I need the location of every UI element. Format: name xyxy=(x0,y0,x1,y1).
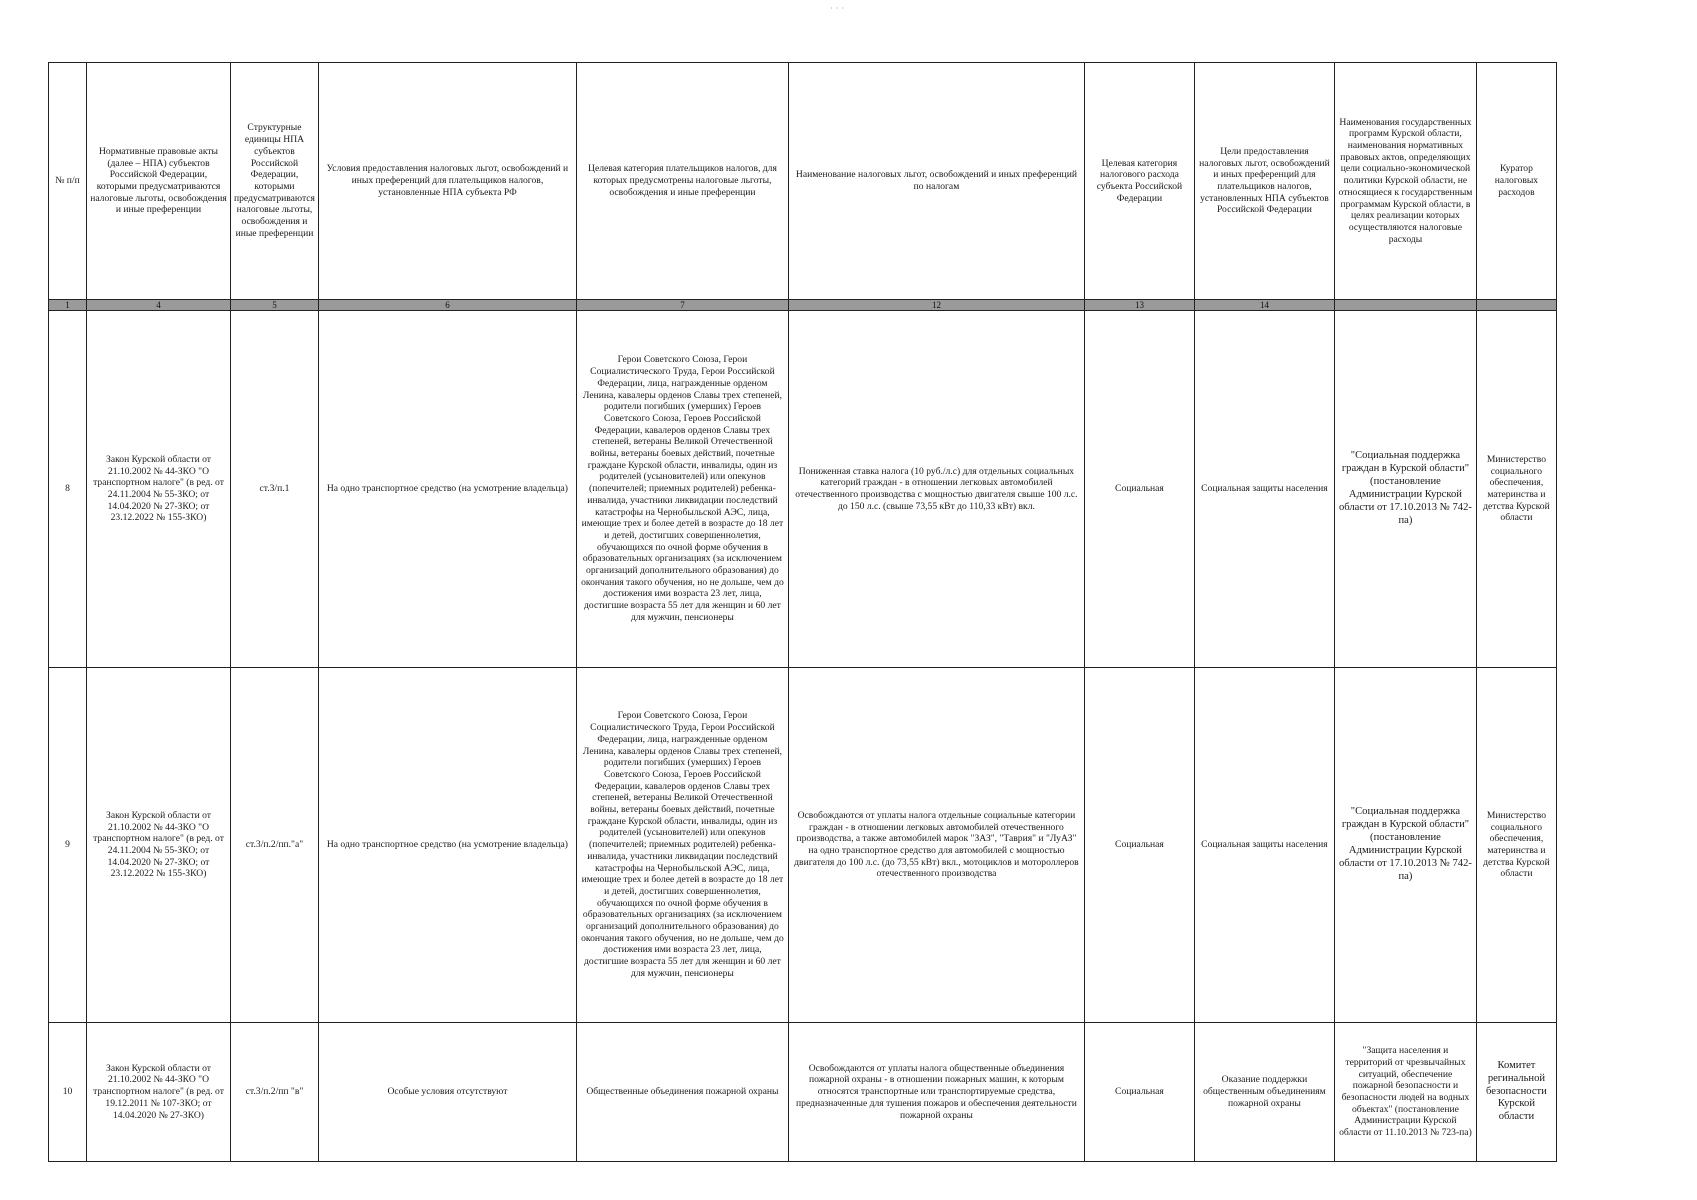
table-row xyxy=(49,668,1557,1023)
row-goals: Социальная защиты населения xyxy=(1194,311,1334,668)
row-benefit: Освобождаются от уплаты налога отдельные социальные категории граждан - в отношении легковых автомобилей отечественного производства, а также автомобилей марок "ЗАЗ", "Таврия" и "ЛуАЗ" на одно транспортное средство для автомобилей с мощностью двигателя до 100 л.с. (до 73,55 кВт) вкл., мотоциклов и мотороллеров отечественного производства xyxy=(788,668,1084,1023)
row-unit: ст.3/п.1 xyxy=(231,311,319,668)
column-number: 5 xyxy=(231,300,319,311)
header-category: Целевая категория плательщиков налогов, для которых предусмотрены налоговые льготы, освобождения и иные преференции xyxy=(576,63,788,300)
tax-expenditure-table xyxy=(48,62,1557,1162)
column-number: 4 xyxy=(87,300,231,311)
column-number xyxy=(1476,300,1556,311)
header-goals: Цели предоставления налоговых льгот, освобождений и иных преференций для плательщиков налогов, установленных НПА субъектов Российской Федерации xyxy=(1194,63,1334,300)
row-curator: Министерство социального обеспечения, материнства и детства Курской области xyxy=(1476,668,1556,1023)
column-number: 12 xyxy=(788,300,1084,311)
row-act: Закон Курской области от 21.10.2002 № 44-ЗКО "О транспортном налоге" (в ред. от 24.11.2004 № 55-ЗКО; от 14.04.2020 № 27-ЗКО; от 23.12.2022 № 155-ЗКО) xyxy=(87,668,231,1023)
row-goals: Оказание поддержки общественным объединениям пожарной охраны xyxy=(1194,1023,1334,1162)
column-number: 13 xyxy=(1084,300,1194,311)
row-expense-category: Социальная xyxy=(1084,668,1194,1023)
row-curator: Министерство социального обеспечения, материнства и детства Курской области xyxy=(1476,311,1556,668)
row-unit: ст.3/п.2/пп."а" xyxy=(231,668,319,1023)
header-act: Нормативные правовые акты (далее – НПА) субъектов Российской Федерации, которыми предусматриваются налоговые льготы, освобождения и иные преференции xyxy=(87,63,231,300)
row-goals: Социальная защиты населения xyxy=(1194,668,1334,1023)
row-act: Закон Курской области от 21.10.2002 № 44-ЗКО "О транспортном налоге" (в ред. от 19.12.2011 № 107-ЗКО; от 14.04.2020 № 27-ЗКО) xyxy=(87,1023,231,1162)
row-program: "Социальная поддержка граждан в Курской области" (постановление Администрации Курской области от 17.10.2013 № 742-па) xyxy=(1334,311,1476,668)
row-number: 8 xyxy=(49,311,87,668)
column-number: 1 xyxy=(49,300,87,311)
header-curator: Куратор налоговых расходов xyxy=(1476,63,1556,300)
row-expense-category: Социальная xyxy=(1084,311,1194,668)
tax-expenditure-table-sheet xyxy=(48,62,1557,1162)
row-number: 9 xyxy=(49,668,87,1023)
row-unit: ст.3/п.2/пп "в" xyxy=(231,1023,319,1162)
row-program: "Социальная поддержка граждан в Курской области" (постановление Администрации Курской области от 17.10.2013 № 742-па) xyxy=(1334,668,1476,1023)
row-category: Герои Советского Союза, Герои Социалистического Труда, Герои Российской Федерации, лица, награжденные орденом Ленина, кавалеры орденов Славы трех степеней, родители погибших (умерших) Героев Советского Союза, Героев Российской Федерации, кавалеров орденов Славы трех степеней, ветераны Великой Отечественной войны, ветераны боевых действий, почетные граждане Курской области, инвалиды, один из родителей (усыновителей) или опекунов (попечителей; приемных родителей) ребенка-инвалида, участники ликвидации последствий катастрофы на Чернобыльской АЭС, лица, имеющие трех и более детей в возрасте до 18 лет и детей, достигших совершеннолетия, обучающихся по очной форме обучения в образовательных организациях (за исключением организаций дополнительного образования) до окончания такого обучения, но не дольше, чем до достижения ими возраста 23 лет, лица, достигшие возраста 55 лет для женщин и 60 лет для мужчин, пенсионеры xyxy=(576,668,788,1023)
column-number-row xyxy=(49,300,1557,311)
row-benefit: Пониженная ставка налога (10 руб./л.с) для отдельных социальных категорий граждан - в отношении легковых автомобилей отечественного производства с мощностью двигателя свыше 100 л.с. до 150 л.с. (свыше 73,55 кВт до 110,33 кВт) вкл. xyxy=(788,311,1084,668)
header-conditions: Условия предоставления налоговых льгот, освобождений и иных преференций для плательщиков налогов, установленные НПА субъекта РФ xyxy=(318,63,576,300)
row-conditions: Особые условия отсутствуют xyxy=(318,1023,576,1162)
column-number: 14 xyxy=(1194,300,1334,311)
row-number: 10 xyxy=(49,1023,87,1162)
header-num: № п/п xyxy=(49,63,87,300)
table-row xyxy=(49,311,1557,668)
row-conditions: На одно транспортное средство (на усмотрение владельца) xyxy=(318,311,576,668)
row-category: Общественные объединения пожарной охраны xyxy=(576,1023,788,1162)
header-program: Наименования государственных программ Курской области, наименования нормативных правовых актов, определяющих цели социально-экономической политики Курской области, не относящиеся к государственным программам Курской области, в целях реализации которых осуществляются налоговые расходы xyxy=(1334,63,1476,300)
header-expense-category: Целевая категория налогового расхода субъекта Российской Федерации xyxy=(1084,63,1194,300)
column-number: 6 xyxy=(318,300,576,311)
row-benefit: Освобождаются от уплаты налога общественные объединения пожарной охраны - в отношении пожарных машин, к которым относятся транспортные или транспортируемые средства, предназначенные для тушения пожаров и обеспечения деятельности пожарной охраны xyxy=(788,1023,1084,1162)
column-number xyxy=(1334,300,1476,311)
top-scan-mark: ··· xyxy=(830,4,847,13)
header-row xyxy=(49,63,1557,300)
header-benefit: Наименование налоговых льгот, освобождений и иных преференций по налогам xyxy=(788,63,1084,300)
row-curator: Комитет регинальной безопасности Курской области xyxy=(1476,1023,1556,1162)
table-row xyxy=(49,1023,1557,1162)
header-unit: Структурные единицы НПА субъектов Российской Федерации, которыми предусматриваются налоговые льготы, освобождения и иные преференции xyxy=(231,63,319,300)
column-number: 7 xyxy=(576,300,788,311)
row-act: Закон Курской области от 21.10.2002 № 44-ЗКО "О транспортном налоге" (в ред. от 24.11.2004 № 55-ЗКО; от 14.04.2020 № 27-ЗКО; от 23.12.2022 № 155-ЗКО) xyxy=(87,311,231,668)
row-program: "Защита населения и территорий от чрезвычайных ситуаций, обеспечение пожарной безопасности и безопасности людей на водных объектах" (постановление Администрации Курской области от 11.10.2013 № 723-па) xyxy=(1334,1023,1476,1162)
row-expense-category: Социальная xyxy=(1084,1023,1194,1162)
row-category: Герои Советского Союза, Герои Социалистического Труда, Герои Российской Федерации, лица, награжденные орденом Ленина, кавалеры орденов Славы трех степеней, родители погибших (умерших) Героев Советского Союза, Героев Российской Федерации, кавалеров орденов Славы трех степеней, ветераны Великой Отечественной войны, ветераны боевых действий, почетные граждане Курской области, инвалиды, один из родителей (усыновителей) или опекунов (попечителей; приемных родителей) ребенка-инвалида, участники ликвидации последствий катастрофы на Чернобыльской АЭС, лица, имеющие трех и более детей в возрасте до 18 лет и детей, достигших совершеннолетия, обучающихся по очной форме обучения в образовательных организациях (за исключением организаций дополнительного образования) до окончания такого обучения, но не дольше, чем до достижения ими возраста 23 лет, лица, достигшие возраста 55 лет для женщин и 60 лет для мужчин, пенсионеры xyxy=(576,311,788,668)
row-conditions: На одно транспортное средство (на усмотрение владельца) xyxy=(318,668,576,1023)
